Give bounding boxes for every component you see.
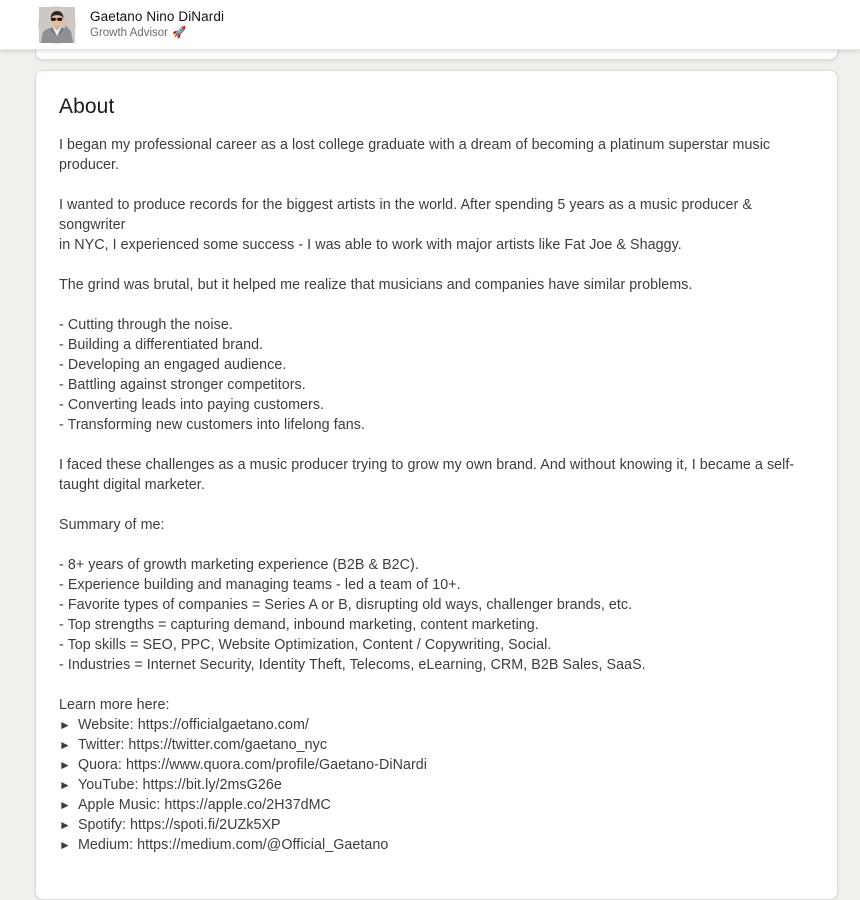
about-text-line: Learn more here: [59,697,170,713]
profile-name: Gaetano Nino DiNardi [90,8,225,24]
about-link-text[interactable]: Medium: https://medium.com/@Official_Gaetano [77,837,389,853]
about-link-text[interactable]: Apple Music: https://apple.co/2H37dMC [77,797,331,813]
about-link-row[interactable] [59,735,813,755]
header-identity [90,9,224,41]
about-paragraph [59,555,813,675]
avatar[interactable] [38,6,76,44]
sticky-profile-header [0,0,860,50]
about-text-line: I began my professional career as a lost college graduate with a dream of becoming a platinum superstar music producer. [59,137,775,173]
about-text-line: - Cutting through the noise. [59,317,233,333]
about-text-line: - Experience building and managing teams - led a team of 10+. [59,577,461,593]
about-paragraph [59,315,813,435]
about-link-row[interactable] [59,835,813,855]
about-links-list [59,715,813,855]
arrow-bullet-icon: ► [59,818,71,832]
about-paragraph [59,275,813,295]
about-link-row[interactable] [59,755,813,775]
about-link-text[interactable]: YouTube: https://bit.ly/2msG26e [77,777,282,793]
arrow-bullet-icon: ► [59,778,71,792]
about-text-line: - Building a differentiated brand. [59,337,264,353]
profile-headline [90,27,224,40]
about-text-line: - Favorite types of companies = Series A or B, disrupting old ways, challenger brands, etc. [59,597,633,613]
arrow-bullet-icon: ► [59,838,71,852]
about-paragraph-list [59,135,813,715]
about-section-title: About [59,95,115,118]
arrow-bullet-icon: ► [59,738,71,752]
about-text-line: in NYC, I experienced some success - I was able to work with major artists like Fat Joe & Shaggy. [59,237,682,253]
about-paragraph [59,455,813,495]
avatar-photo-icon [39,7,75,43]
about-link-text[interactable]: Twitter: https://twitter.com/gaetano_nyc [77,737,328,753]
about-text-line: - Converting leads into paying customers. [59,397,325,413]
about-link-row[interactable] [59,795,813,815]
about-text-line: - Top strengths = capturing demand, inbound marketing, content marketing. [59,617,539,633]
about-text-line: Summary of me: [59,517,165,533]
about-paragraph [59,515,813,535]
about-text-line: - Top skills = SEO, PPC, Website Optimization, Content / Copywriting, Social. [59,637,552,653]
arrow-bullet-icon: ► [59,718,71,732]
about-link-text[interactable]: Website: https://officialgaetano.com/ [77,717,309,733]
about-link-text[interactable]: Spotify: https://spoti.fi/2UZk5XP [77,817,281,833]
about-body [59,135,813,855]
about-card [35,70,838,900]
about-text-line: - Industries = Internet Security, Identity Theft, Telecoms, eLearning, CRM, B2B Sales, SaaS. [59,657,646,673]
rocket-icon: 🚀 [171,27,187,39]
about-paragraph [59,695,813,715]
about-text-line: taught digital marketer. [59,477,205,493]
about-text-line: I wanted to produce records for the biggest artists in the world. After spending 5 years as a music producer & songwriter [59,197,756,233]
about-link-text[interactable]: Quora: https://www.quora.com/profile/Gaetano-DiNardi [77,757,427,773]
about-text-line: - Battling against stronger competitors. [59,377,306,393]
profile-headline-text: Growth Advisor [90,27,168,40]
about-text-line: - Developing an engaged audience. [59,357,287,373]
about-text-line: I faced these challenges as a music producer trying to grow my own brand. And without knowing it, I became a self- [59,457,795,473]
about-text-line: - 8+ years of growth marketing experience (B2B & B2C). [59,557,419,573]
about-text-line: - Transforming new customers into lifelong fans. [59,417,365,433]
about-text-line: The grind was brutal, but it helped me realize that musicians and companies have similar problems. [59,277,693,293]
about-link-row[interactable] [59,775,813,795]
arrow-bullet-icon: ► [59,758,71,772]
about-link-row[interactable] [59,715,813,735]
about-paragraph [59,135,813,175]
about-paragraph [59,195,813,255]
arrow-bullet-icon: ► [59,798,71,812]
about-link-row[interactable] [59,815,813,835]
